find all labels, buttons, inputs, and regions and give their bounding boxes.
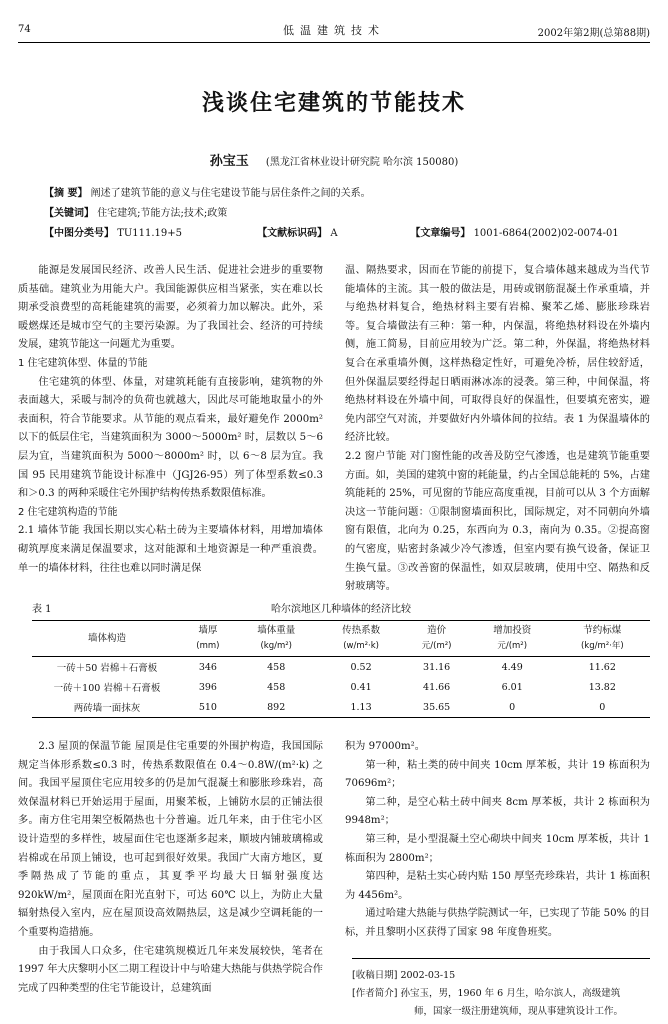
table-row	[32, 677, 650, 697]
author-bio-line-1: 孙宝玉，男，1960 年 6 月生，哈尔滨人，高级建筑	[400, 988, 621, 999]
classification-row	[44, 224, 638, 244]
body-column-right-bottom	[345, 738, 650, 943]
article-notes	[352, 958, 650, 1021]
table-header-cell: 墙体构造	[87, 633, 126, 644]
article-no-value: 1001-6864(2002)02-0074-01	[473, 228, 619, 239]
article-title: 浅谈住宅建筑的节能技术	[201, 91, 466, 116]
table-cell: 两砖墙一面抹灰	[73, 703, 141, 714]
paragraph-wall-cont: 温、隔热要求，因而在节能的前提下，复合墙体越来越成为当代节能墙体的主流。其一般的做法是，用砖或钢筋混凝土作承重墙，并与绝热材料复合，绝热材料主要有岩棉、聚苯乙烯、膨胀珍珠岩等。复合墙做法有三种：第一种，内保温，将绝热材料设在外墙内侧，施工简易，目前应用较为广泛。第二种，外保温，将绝热材料复合在承重墙外侧，这样热稳定性好，可避免冷桥，居住较舒适，但外保温层要经得起日晒雨淋冰冻的浸袭。第三种，中间保温，将绝热材料设在外墙中间，可取得良好的保温性，但要填充密实，避免内部空气对流，并要做好内外墙体间的拉结。表 1 为保温墙体的经济比较。	[345, 265, 650, 444]
table-cell: 一砖＋50 岩棉＋石膏板	[56, 663, 158, 674]
table-cell: 1.13	[350, 701, 372, 713]
author-line	[0, 150, 668, 169]
author-bio-line-2: 师，国家一级注册建筑师，现从事建筑设计工作。	[414, 1006, 624, 1017]
section-heading-1: 1 住宅建筑体型、体量的节能	[18, 357, 148, 369]
section-heading-2: 2 住宅建筑构造的节能	[18, 506, 118, 518]
received-value: 2002-03-15	[400, 970, 456, 981]
cls-block	[44, 224, 254, 244]
table-cell: 892	[267, 701, 286, 713]
table-header-cell: 增加投资 元/(m²)	[493, 625, 532, 651]
doc-code-label: 【文献标识码】	[257, 228, 328, 239]
author-name: 孙宝玉	[209, 154, 249, 169]
abstract-row	[44, 184, 638, 204]
journal-name: 低温建筑技术	[283, 24, 385, 37]
table-cell: 4.49	[501, 661, 523, 673]
table-cell: 0.52	[350, 661, 372, 673]
abstract-label: 【摘 要】	[44, 188, 88, 199]
body-column-left-top	[18, 262, 323, 578]
paragraph-area: 积为 97000m²。	[345, 741, 425, 752]
table-cell: 396	[198, 681, 217, 693]
paragraph-intro: 能源是发展国民经济、改善人民生活、促进社会进步的重要物质基础。建筑业为用能大户。我国能源供应相当紧张，实在难以长期承受浪费型的高耗能建筑的需要，必须着力加以解决。此外，采暖燃煤还是城市空气的主要污染源。为了我国社会、经济的可持续发展，建筑节能这一问题尤为重要。	[18, 265, 323, 351]
table-label: 表 1	[32, 604, 52, 615]
body-column-right-top	[345, 262, 650, 597]
paragraph-type-4: 第四种，是粘土实心砖内贴 150 厚坚壳珍珠岩，共计 1 栋面积为 4456m²。	[345, 871, 650, 901]
paragraph-type-3: 第三种，是小型混凝土空心砌块中间夹 10cm 厚苯板，共计 1 栋面积为 2800m²；	[345, 833, 650, 864]
article-meta	[44, 184, 638, 244]
paragraph-type-1: 第一种，粘土类的砖中间夹 10cm 厚苯板，共计 19 栋面积为 70696m²；	[345, 759, 650, 790]
table-cell: 510	[198, 701, 217, 713]
table-cell: 0	[509, 701, 516, 713]
author-affiliation: (黑龙江省林业设计研究院 哈尔滨 150080)	[265, 157, 459, 168]
table-cell: 11.62	[588, 661, 616, 673]
received-label: [收稿日期]	[352, 970, 398, 981]
paragraph-roof: 2.3 屋顶的保温节能 屋顶是住宅重要的外围护构造，我国国际规定当体形系数≤0.3 时，传热系数限值在 0.4～0.8W/(m²·k) 之间。我国平屋顶住宅应用较多的仍是加气混凝土和膨胀珍珠岩，高效保温材料已开始运用于屋面，用聚苯板，上铺防水层的正铺法很多。南方住宅用架空板隔热也十分普遍。近几年来，由于住宅小区设计造型的多样性，坡屋面住宅也逐渐多起来，顺坡内铺玻璃棉或岩棉或在吊顶上铺设，也可起到很好效果。我国广大南方地区，夏季隔热成了节能的重点，其夏季平均最大日辐射强度达 920kW/m²，屋顶面在阳光直射下，可达 60℃ 以上，为防止大量辐射热侵入室内，应在屋顶设高效隔热层，这是减少空调耗能的一个重要构造措施。	[18, 741, 323, 938]
keywords-row	[44, 204, 638, 224]
table-header-row	[32, 621, 650, 657]
table-header-cell: 墙体重量 (kg/m²)	[257, 625, 296, 651]
table-cell: 346	[198, 661, 217, 673]
table-cell: 一砖＋100 岩棉＋石膏板	[53, 683, 161, 694]
table-header-cell: 墙厚 (mm)	[196, 625, 220, 651]
author-bio-row	[352, 985, 650, 1003]
table-cell: 0.41	[350, 681, 372, 693]
table-cell: 13.82	[588, 681, 616, 693]
paragraph-type-2: 第二种，是空心粘土砖中间夹 8cm 厚苯板，共计 2 栋面积为 9948m²；	[345, 796, 650, 827]
table-cell: 35.65	[423, 701, 451, 713]
table-cell: 6.01	[501, 681, 523, 693]
cls-value: TU111.19+5	[117, 228, 183, 239]
doc-code-value: A	[330, 228, 338, 239]
paragraph-project: 由于我国人口众多，住宅建筑规模近几年来发展较快，笔者在 1997 年大庆黎明小区二期工程设计中与哈建大热能与供热学院合作完成了四种类型的住宅节能设计，总建筑面	[18, 945, 323, 994]
table-cell: 31.16	[423, 661, 451, 673]
table-cell: 0	[599, 701, 606, 713]
table-header-cell: 造价 元/(m²)	[421, 625, 452, 651]
issue-info: 2002年第2期(总第88期)	[537, 28, 650, 39]
table-title: 哈尔滨地区几种墙体的经济比较	[271, 604, 411, 615]
keywords-text: 住宅建筑;节能方法;技术;政策	[97, 208, 228, 219]
article-no-block	[410, 228, 618, 239]
table-cell: 458	[267, 661, 286, 673]
author-bio-label: [作者简介]	[352, 988, 398, 999]
abstract-text: 阐述了建筑节能的意义与住宅建设节能与居住条件之间的关系。	[90, 188, 371, 199]
article-no-label: 【文章编号】	[410, 228, 471, 239]
table-cell: 41.66	[423, 681, 451, 693]
paragraph-window: 2.2 窗户节能 对门窗性能的改善及防空气渗透，也是建筑节能重要方面。如，美国的建筑中窗的耗能量，约占全国总能耗的 5%，占建筑能耗的 25%，可见窗的节能应高度重视，目前可以从 3 个方面解决这一节能问题：①限制窗墙面积比，国际规定，对不同朝向外墙窗有限值，北向为 0.25，东西向为 0.3，南向为 0.35。②提高窗的气密度，贴密封条减少冷气渗透，但室内要有换气设备，保证卫生换气量。③改善窗的保温性，如双层玻璃，使用中空、隔热和反射玻璃等。	[345, 450, 650, 593]
running-header	[18, 22, 650, 40]
paragraph-shape: 住宅建筑的体型、体量，对建筑耗能有直接影响，建筑物的外表面越大，采暖与制冷的负荷也就越大，因此尽可能地取量小的外表面积，符合节能要求。从节能的观点看来，最好避免作 2000m² 以下的低层住宅，当建筑面积为 3000～5000m² 时，层数以 5～6 层为宜，当建筑面积为 5000～8000m² 时，以 6～8 层为宜。我国 95 民用建筑节能设计标准中（JGJ26-95）列了体型系数≤0.3 和＞0.3 的两种采暖住宅外围护结构传热系数限值标准。	[18, 376, 323, 500]
paragraph-result: 通过哈建大热能与供热学院测试一年，已实现了节能 50% 的目标，并且黎明小区获得了国家 98 年度鲁班奖。	[345, 908, 650, 938]
table-row	[32, 697, 650, 718]
body-column-left-bottom	[18, 738, 323, 998]
received-date-row	[352, 967, 650, 985]
header-rule	[18, 42, 650, 43]
cls-label: 【中图分类号】	[44, 228, 114, 239]
keywords-label: 【关键词】	[44, 208, 94, 219]
table-header-cell: 节约标煤 (kg/m²·年)	[580, 625, 624, 651]
page-number: 74	[18, 24, 31, 35]
paragraph-wall: 2.1 墙体节能 我国长期以实心粘土砖为主要墙体材料，用增加墙体砌筑厚度来满足保温要求，这对能源和土地资源是一种严重浪费。单一的墙体材料，往往也难以同时满足保	[18, 525, 323, 574]
doc-code-block	[257, 224, 407, 244]
wall-economics-table	[32, 620, 650, 718]
table-cell: 458	[267, 681, 286, 693]
table-header-cell: 传热系数 (w/m²·k)	[342, 625, 381, 651]
table-row	[32, 657, 650, 678]
